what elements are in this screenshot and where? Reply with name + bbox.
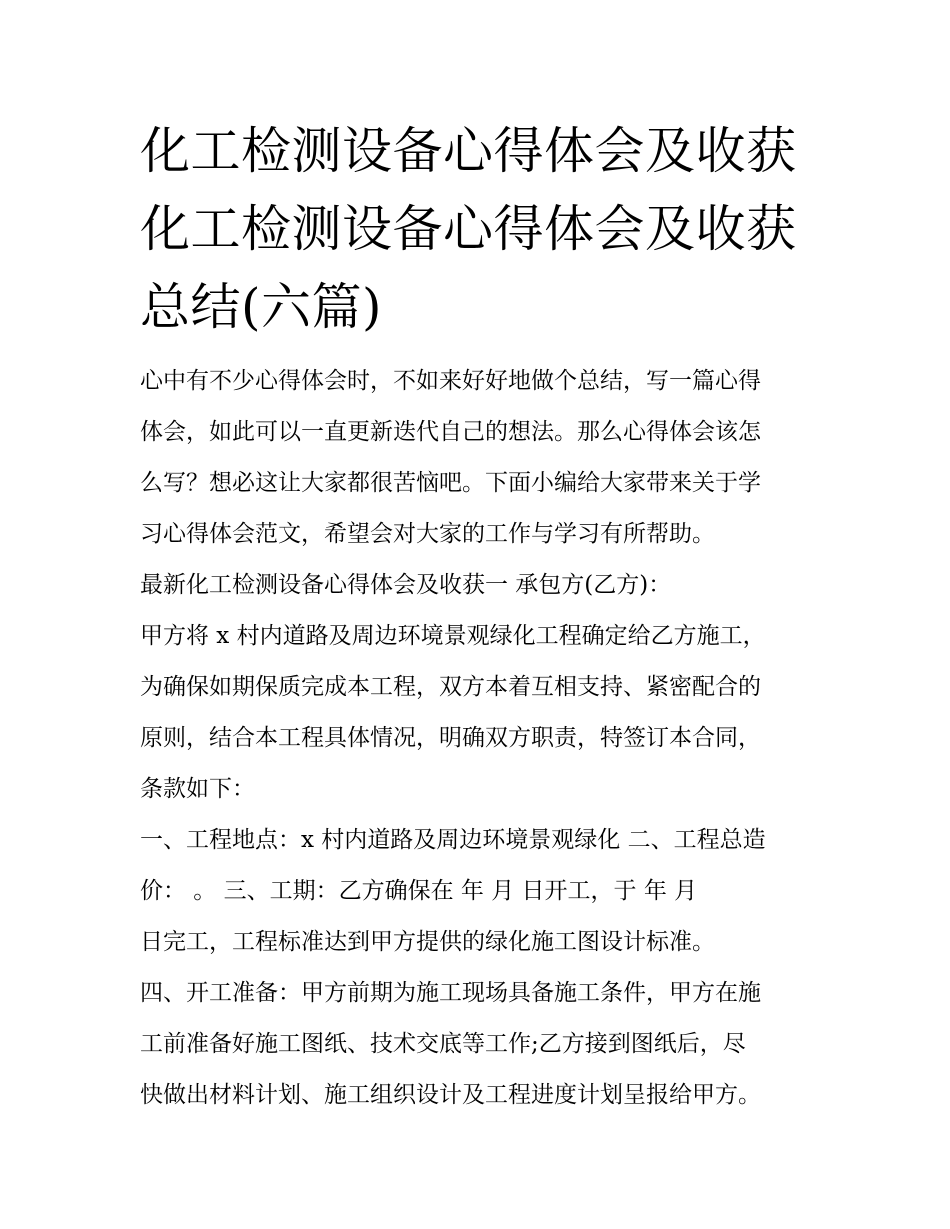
body-line: 条款如下： bbox=[140, 776, 255, 802]
title-line: 化工检测设备心得体会及收获 bbox=[140, 200, 797, 258]
title-line: 总结(六篇) bbox=[140, 278, 383, 336]
body-line: 为确保如期保质完成本工程，双方本着互相支持、紧密配合的 bbox=[140, 674, 761, 700]
section-heading-line: 最新化工检测设备心得体会及收获一 承包方(乙方)： bbox=[140, 572, 672, 598]
body-line: 一、工程地点：x 村内道路及周边环境景观绿化 二、工程总造 bbox=[140, 827, 766, 853]
body-line: 习心得体会范文，希望会对大家的工作与学习有所帮助。 bbox=[140, 521, 715, 547]
body-line: 日完工，工程标准达到甲方提供的绿化施工图设计标准。 bbox=[140, 929, 715, 955]
body-line: 么写？想必这让大家都很苦恼吧。下面小编给大家带来关于学 bbox=[140, 470, 761, 496]
body-line: 甲方将 x 村内道路及周边环境景观绿化工程确定给乙方施工， bbox=[140, 623, 766, 649]
body-line: 心中有不少心得体会时，不如来好好地做个总结，写一篇心得 bbox=[140, 368, 761, 394]
body-line: 原则，结合本工程具体情况，明确双方职责，特签订本合同， bbox=[140, 725, 761, 751]
body-line: 快做出材料计划、施工组织设计及工程进度计划呈报给甲方。 bbox=[140, 1082, 761, 1108]
title-line: 化工检测设备心得体会及收获 bbox=[140, 122, 797, 180]
body-line: 四、开工准备：甲方前期为施工现场具备施工条件，甲方在施 bbox=[140, 980, 761, 1006]
body-line: 体会，如此可以一直更新迭代自己的想法。那么心得体会该怎 bbox=[140, 419, 761, 445]
document-body bbox=[140, 356, 820, 1121]
document-title bbox=[140, 112, 820, 346]
body-line: 工前准备好施工图纸、技术交底等工作;乙方接到图纸后，尽 bbox=[140, 1031, 746, 1057]
body-line: 价： 。 三、工期：乙方确保在 年 月 日开工，于 年 月 bbox=[140, 878, 698, 904]
